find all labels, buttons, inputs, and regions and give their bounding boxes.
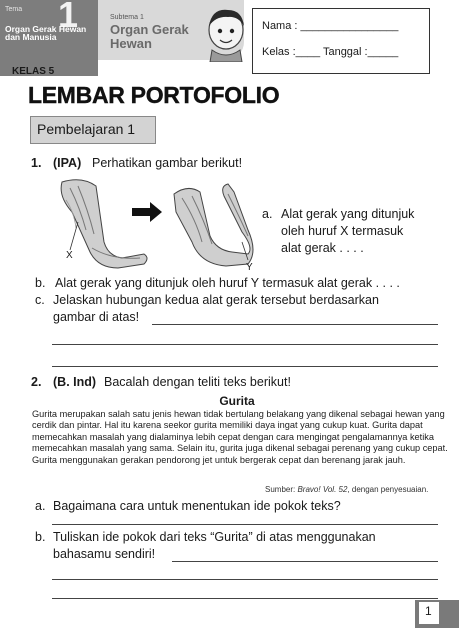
answer-line[interactable] (52, 344, 438, 345)
arm-muscle-illustration (52, 172, 262, 272)
q2a-text: Bagaimana cara untuk menentukan ide pokok teks? (53, 499, 341, 513)
name-field[interactable]: Nama : ________________ (262, 20, 399, 32)
q2b-letter: b. (35, 530, 46, 544)
student-avatar-icon (202, 4, 250, 62)
subtema-word: Subtema 1 (110, 14, 144, 21)
lesson-label: Pembelajaran 1 (37, 121, 136, 137)
subtema-title: Organ Gerak Hewan (110, 22, 189, 51)
source-suffix: , dengan penyesuaian. (347, 485, 429, 494)
q2b-text-line1: Tuliskan ide pokok dari teks “Gurita” di atas menggunakan (53, 530, 376, 544)
answer-line[interactable] (52, 524, 438, 525)
identity-box (252, 8, 430, 74)
q1-subject: (IPA) (53, 156, 82, 170)
q1c-letter: c. (35, 293, 45, 307)
q2a-letter: a. (35, 499, 46, 513)
q1a-text-line1: Alat gerak yang ditunjuk (281, 207, 415, 221)
answer-line[interactable] (172, 561, 438, 562)
tema-word: Tema (5, 6, 23, 13)
label-x: X (66, 250, 73, 261)
class-date-field[interactable]: Kelas :____ Tanggal :_____ (262, 46, 399, 58)
q1c-text-line1: Jelaskan hubungan kedua alat gerak tersebut berdasarkan (53, 293, 379, 307)
reading-title: Gurita (219, 394, 255, 408)
kelas-label: KELAS 5 (12, 66, 55, 77)
q1a-letter: a. (262, 207, 273, 221)
q1c-text-line2: gambar di atas! (53, 310, 140, 324)
answer-line[interactable] (52, 366, 438, 367)
source-prefix: Sumber: (265, 485, 298, 494)
q2-prompt: Bacalah dengan teliti teks berikut! (104, 375, 291, 389)
q2-number: 2. (31, 375, 42, 389)
q1-number: 1. (31, 156, 42, 170)
q2b-text-line2: bahasamu sendiri! (53, 547, 156, 561)
q1a-text-line3: alat gerak . . . . (281, 241, 364, 255)
reading-source (265, 485, 428, 494)
q1-prompt: Perhatikan gambar berikut! (92, 156, 243, 170)
page-number: 1 (425, 604, 432, 618)
source-title: Bravo! Vol. 52 (297, 485, 348, 494)
tema-number: 1 (58, 0, 79, 35)
answer-line[interactable] (52, 579, 438, 580)
label-y: Y (246, 262, 253, 273)
reading-body: Gurita merupakan salah satu jenis hewan tidak bertulang belakang yang dikenal sebagai hewan yang cerdik dan pintar. Hal itu karena seekor gurita memiliki daya ingat yang cukup kuat. Gurita dapat memecahkan masalah yang dialaminya lebih cepat dengan cara mengingat pengalamannya ketika memecahkan masalah yang sama. Selain itu, gurita juga dikenal sebagai perenang yang cukup cepat. Gurita menggunakan gerakan pendorong jet untuk bergerak cepat dan berenang jarak jauh. (32, 409, 448, 465)
q1a-text-line2: oleh huruf X termasuk (281, 224, 404, 238)
answer-line[interactable] (152, 324, 438, 325)
q1b-text: Alat gerak yang ditunjuk oleh huruf Y termasuk alat gerak . . . . (55, 276, 400, 290)
q2-subject: (B. Ind) (53, 375, 97, 389)
answer-line[interactable] (52, 598, 438, 599)
tema-title: Organ Gerak Hewan dan Manusia (5, 24, 87, 42)
page-title: LEMBAR PORTOFOLIO (28, 82, 280, 108)
q1b-letter: b. (35, 276, 46, 290)
